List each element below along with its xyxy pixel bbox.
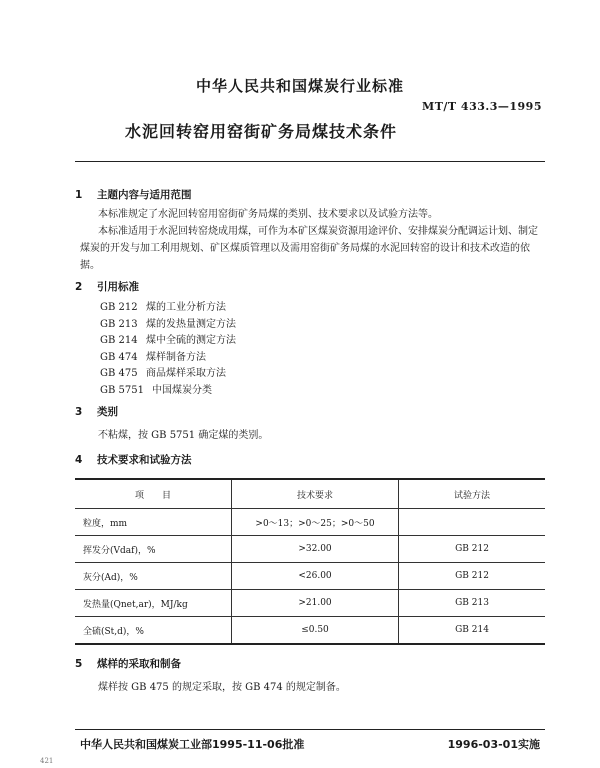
table-header-row xyxy=(75,479,545,509)
document-title: 水泥回转窑用窑街矿务局煤技术条件 xyxy=(125,122,398,141)
section-title: 类别 xyxy=(97,406,118,418)
reference-code: GB 213 xyxy=(100,318,138,330)
section-title: 煤样的采取和制备 xyxy=(97,658,181,670)
table-cell-method xyxy=(399,509,546,536)
reference-name: 煤样制备方法 xyxy=(146,351,206,363)
reference-list xyxy=(100,300,236,399)
reference-item xyxy=(100,350,236,367)
section-3-heading xyxy=(75,404,118,419)
reference-item xyxy=(100,333,236,350)
section-5-paragraph: 煤样按 GB 475 的规定采取，按 GB 474 的规定制备。 xyxy=(98,682,346,693)
table-cell-requirement: ≤0.50 xyxy=(232,617,399,645)
section-1-paragraph-1: 本标准规定了水泥回转窑用窑街矿务局煤的类别、技术要求以及试验方法等。 xyxy=(98,209,438,220)
table-header-cell: 试验方法 xyxy=(399,479,546,509)
section-number: 4 xyxy=(75,454,83,466)
table-cell-requirement: >0～13；>0～25；>0～50 xyxy=(232,509,399,536)
section-1-paragraph-2: 本标准适用于水泥回转窑烧成用煤，可作为本矿区煤炭资源用途评价、安排煤炭分配调运计划、制定煤炭的开发与加工利用规划、矿区煤质管理以及需用窑街矿务局煤的水泥回转窑的设计和技术改造的依据。 xyxy=(80,226,538,271)
section-4-heading xyxy=(75,452,192,467)
reference-code: GB 214 xyxy=(100,335,138,346)
section-number: 1 xyxy=(75,189,83,201)
reference-code: GB 212 xyxy=(100,302,138,313)
section-number: 5 xyxy=(75,658,83,670)
reference-name: 中国煤炭分类 xyxy=(152,384,212,396)
reference-code: GB 474 xyxy=(100,351,138,363)
table-row xyxy=(75,509,545,536)
table-cell-method: GB 214 xyxy=(399,617,546,645)
page-corner-mark: 421 xyxy=(40,757,54,765)
table-cell-method: GB 212 xyxy=(399,536,546,563)
section-title: 主题内容与适用范围 xyxy=(97,189,192,201)
reference-code: GB 475 xyxy=(100,368,138,379)
header-divider xyxy=(75,161,545,162)
approval-statement: 中华人民共和国煤炭工业部1995-11-06批准 xyxy=(80,738,305,751)
reference-item xyxy=(100,300,236,317)
section-3-paragraph: 不粘煤，按 GB 5751 确定煤的类别。 xyxy=(98,430,269,441)
reference-item xyxy=(100,383,236,400)
org-standard-heading: 中华人民共和国煤炭行业标准 xyxy=(195,77,404,95)
section-title: 引用标准 xyxy=(97,281,139,293)
table-row xyxy=(75,617,545,645)
table-cell-item: 粒度，mm xyxy=(75,509,232,536)
reference-item xyxy=(100,366,236,383)
table-cell-item: 灰分(Ad)，% xyxy=(75,563,232,590)
table-cell-requirement: >21.00 xyxy=(232,590,399,617)
footer-divider xyxy=(75,729,545,730)
table-cell-requirement: <26.00 xyxy=(232,563,399,590)
section-title: 技术要求和试验方法 xyxy=(97,454,192,466)
reference-name: 煤的工业分析方法 xyxy=(146,302,226,313)
table-row xyxy=(75,563,545,590)
reference-name: 煤中全硫的测定方法 xyxy=(146,335,236,346)
reference-name: 商品煤样采取方法 xyxy=(146,368,226,379)
section-1-heading xyxy=(75,187,192,202)
section-2-heading xyxy=(75,279,139,294)
reference-code: GB 5751 xyxy=(100,384,144,396)
table-header-cell: 项 目 xyxy=(75,479,232,509)
reference-name: 煤的发热量测定方法 xyxy=(146,318,236,330)
section-number: 3 xyxy=(75,406,83,418)
table-cell-method: GB 213 xyxy=(399,590,546,617)
implementation-date: 1996-03-01实施 xyxy=(447,738,540,751)
table-cell-item: 全硫(St,d)，% xyxy=(75,617,232,645)
table-cell-method: GB 212 xyxy=(399,563,546,590)
table-row xyxy=(75,536,545,563)
table-header-cell: 技术要求 xyxy=(232,479,399,509)
section-number: 2 xyxy=(75,281,83,293)
section-5-heading xyxy=(75,656,181,671)
table-row xyxy=(75,590,545,617)
table-cell-item: 挥发分(Vdaf)，% xyxy=(75,536,232,563)
reference-item xyxy=(100,317,236,334)
table-cell-requirement: >32.00 xyxy=(232,536,399,563)
table-cell-item: 发热量(Qnet,ar)，MJ/kg xyxy=(75,590,232,617)
technical-requirements-table xyxy=(75,478,545,645)
standard-code: MT/T 433.3—1995 xyxy=(422,100,542,113)
